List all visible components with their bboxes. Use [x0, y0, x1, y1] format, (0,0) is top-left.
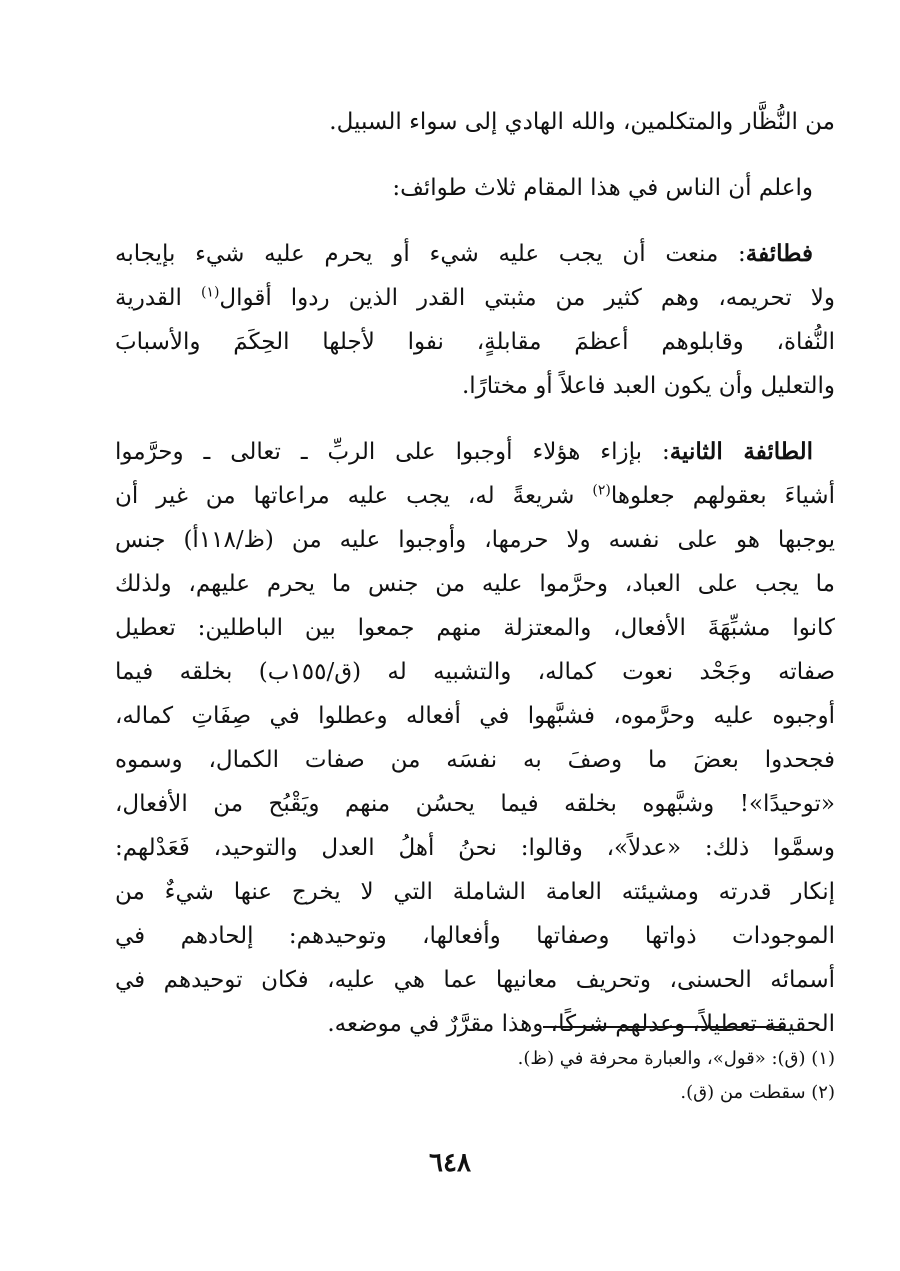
footnote-1: (١) (ق): «قول»، والعبارة محرفة في (ظ).: [517, 1048, 835, 1069]
group2-heading: الطائفة الثانية: [669, 438, 814, 465]
text-line: وسمَّوا ذلك: «عدلاً»، وقالوا: نحنُ أهلُ العدل والتوحيد، فَعَدْلهم:: [115, 835, 835, 861]
paragraph-gap: [115, 408, 835, 430]
main-text: [115, 100, 835, 1046]
text-line: فجحدوا بعضَ ما وصفَ به نفسَه من صفات الكمال، وسموه: [115, 747, 835, 773]
text-line: الموجودات ذواتها وصفاتها وأفعالها، وتوحيدهم: إلحادهم في: [115, 923, 835, 949]
page-number: ٦٤٨: [429, 1148, 471, 1178]
text-line: أوجبوه عليه وحرَّموه، فشبَّهوا في أفعاله وعطلوا في صِفَاتِ كماله،: [115, 703, 835, 729]
text-line: إنكار قدرته ومشيئته العامة الشاملة التي لا يخرج عنها شيءٌ من: [115, 879, 835, 905]
footnotes: [115, 1042, 835, 1110]
text-line: «توحيدًا»! وشبَّهوه بخلقه فيما يحسُن منهم ويَقْبُح من الأفعال،: [115, 791, 835, 817]
text-line: يوجبها هو على نفسه ولا حرمها، وأوجبوا عليه من (ظ/١١٨أ) جنس: [115, 527, 835, 553]
text-line: أسمائه الحسنى، وتحريف معانيها عما هي عليه، فكان توحيدهم في: [115, 967, 835, 993]
footnote-separator: [543, 1026, 785, 1028]
text-line: واعلم أن الناس في هذا المقام ثلاث طوائف:: [392, 175, 813, 201]
paragraph-gap: [115, 210, 835, 232]
text-line: فطائفة: منعت أن يجب عليه شيء أو يحرم عليه شيء بإيجابه: [115, 240, 814, 267]
text-line: ولا تحريمه، وهم كثير من مثبتي القدر الذين ردوا أقوال$^{(١)}$ القدرية: [115, 284, 835, 311]
text-line: النُّفاة، وقابلوهم أعظمَ مقابلةٍ، نفوا لأجلها الحِكَمَ والأسبابَ: [115, 329, 835, 355]
text-line: كانوا مشبِّهَةَ الأفعال، والمعتزلة منهم جمعوا بين الباطلين: تعطيل: [115, 615, 835, 641]
paragraph-gap: [115, 144, 835, 166]
text-line: الحقيقة تعطيلاً، وعدلهم شركًا، وهذا مقرَّرٌ في موضعه.: [327, 1011, 835, 1037]
footnote-2: (٢) سقطت من (ق).: [680, 1082, 835, 1103]
text-line: من النُّظَّار والمتكلمين، والله الهادي إلى سواء السبيل.: [329, 109, 835, 135]
text-line: ما يجب على العباد، وحرَّموا عليه من جنس ما يحرم عليهم، ولذلك: [115, 571, 835, 597]
text-line: الطائفة الثانية: بإزاء هؤلاء أوجبوا على الربِّ ـ تعالى ـ وحرَّموا: [115, 438, 814, 465]
footnote-marker: (٢): [592, 482, 611, 499]
text-line: أشياءَ بعقولهم جعلوها$^{(٢)}$ شريعةً له، يجب عليه مراعاتها من غير أن: [115, 482, 835, 509]
footnote-marker: (١): [200, 284, 220, 301]
group1-heading: فطائفة: [745, 240, 814, 267]
text-line: والتعليل وأن يكون العبد فاعلاً أو مختارًا.: [461, 373, 835, 399]
text-line: صفاته وجَحْد نعوت كماله، والتشبيه له (ق/١٥٥ب) بخلقه فيما: [115, 659, 835, 685]
